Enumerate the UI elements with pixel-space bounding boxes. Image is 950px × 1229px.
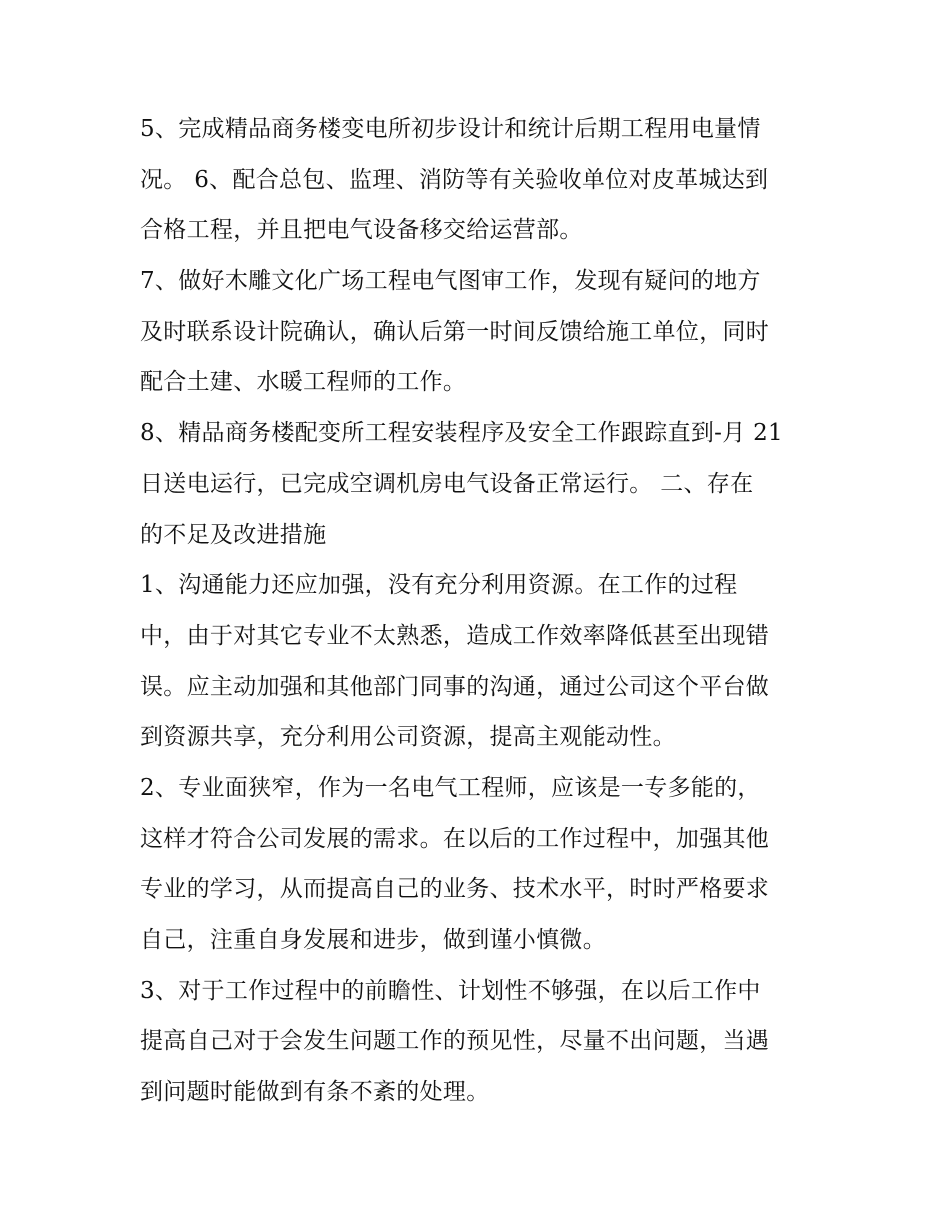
text-line: 提高自己对于会发生问题工作的预见性，尽量不出问题，当遇 [140, 1028, 770, 1055]
text-line: 配合土建、水暖工程师的工作。 [140, 369, 467, 396]
text-line: 到问题时能做到有条不紊的处理。 [140, 1079, 490, 1106]
text-line: 到资源共享，充分利用公司资源，提高主观能动性。 [140, 724, 676, 751]
document-body [140, 104, 820, 1118]
paragraph-item-8 [140, 408, 820, 560]
paragraph-improvement-3 [140, 966, 820, 1118]
text-line: 及时联系设计院确认，确认后第一时间反馈给施工单位，同时 [140, 318, 770, 345]
text-line: 的不足及改进措施 [140, 521, 327, 548]
text-line: 中，由于对其它专业不太熟悉，造成工作效率降低甚至出现错 [140, 622, 770, 649]
text-line: 8、精品商务楼配变所工程安装程序及安全工作跟踪直到-月 21 [140, 420, 783, 447]
text-line: 7、做好木雕文化广场工程电气图审工作，发现有疑问的地方 [140, 268, 761, 295]
paragraph-item-5 [140, 104, 820, 256]
paragraph-improvement-2 [140, 763, 820, 966]
text-line: 自己，注重自身发展和进步，做到谨小慎微。 [140, 927, 606, 953]
text-line: 1、沟通能力还应加强，没有充分利用资源。在工作的过程 [140, 572, 738, 599]
text-line: 况。 6、配合总包、监理、消防等有关验收单位对皮革城达到 [140, 166, 769, 193]
text-line: 合格工程，并且把电气设备移交给运营部。 [140, 217, 583, 244]
text-line: 5、完成精品商务楼变电所初步设计和统计后期工程用电量情 [140, 116, 761, 142]
text-line: 专业的学习，从而提高自己的业务、技术水平，时时严格要求 [140, 876, 770, 903]
text-line: 日送电运行，已完成空调机房电气设备正常运行。 二、存在 [140, 470, 754, 497]
text-line: 这样才符合公司发展的需求。在以后的工作过程中，加强其他 [140, 825, 770, 852]
text-line: 3、对于工作过程中的前瞻性、计划性不够强，在以后工作中 [140, 977, 761, 1004]
paragraph-item-7 [140, 256, 820, 408]
text-line: 误。应主动加强和其他部门同事的沟通，通过公司这个平台做 [140, 673, 770, 700]
paragraph-improvement-1 [140, 560, 820, 763]
text-line: 2、专业面狭窄，作为一名电气工程师，应该是一专多能的， [140, 774, 761, 801]
